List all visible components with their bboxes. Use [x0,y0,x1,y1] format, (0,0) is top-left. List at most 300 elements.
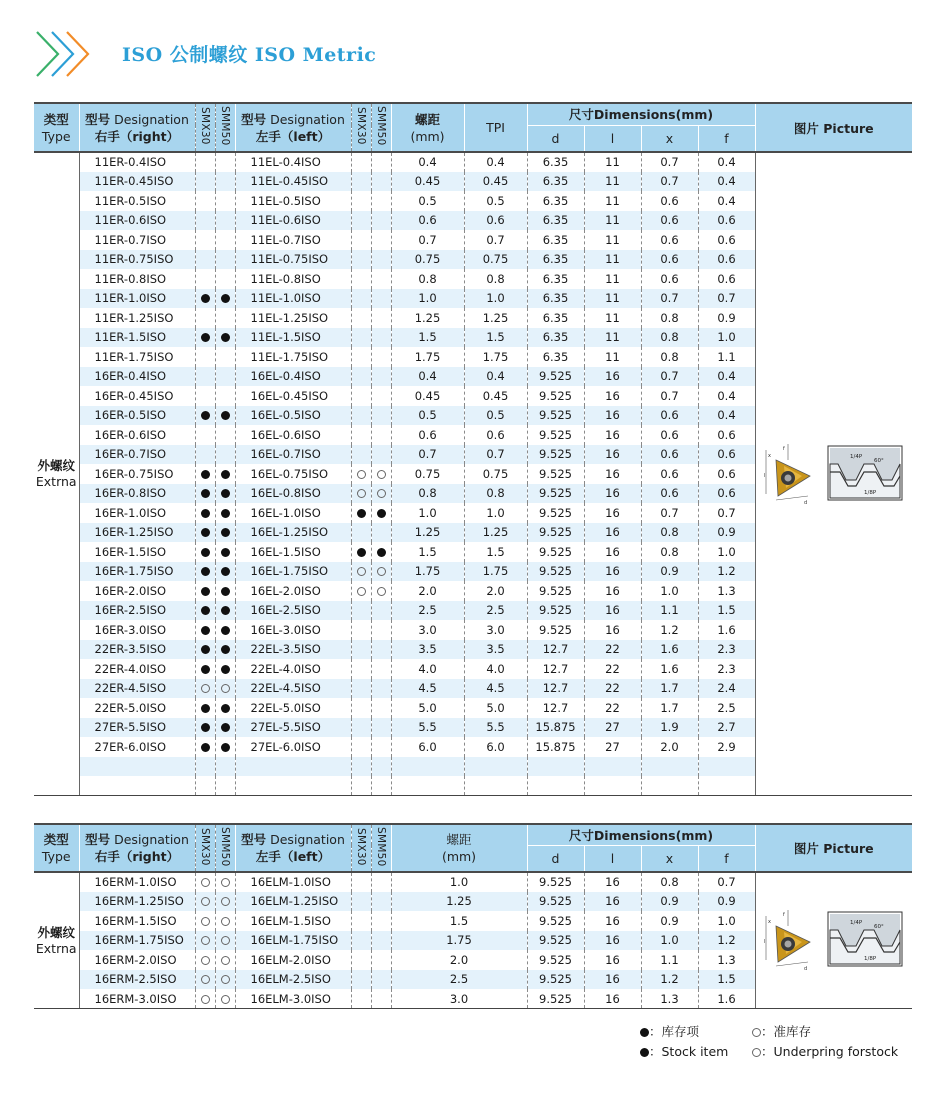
designation-right: 11ER-1.5ISO [79,328,195,348]
tpi: 0.6 [464,425,527,445]
dim-d-header-2: d [527,845,584,872]
picture-header-2: 图片 Picture [755,824,912,872]
stock-dot-icon [221,567,230,576]
smx30-right-mark [195,347,215,367]
tpi: 0.7 [464,445,527,465]
dim-d: 6.35 [527,328,584,348]
underpring-dot-icon [201,975,210,984]
dim-f: 0.7 [698,289,755,309]
smx30-left-mark [351,367,371,387]
dim-l: 11 [584,328,641,348]
smm50-right-mark [215,562,235,582]
smm50-right-mark [215,640,235,660]
designation-left: 16ELM-1.5ISO [235,911,351,931]
smm50-right-mark [215,757,235,777]
thread-insert-diagram [764,442,904,504]
smm50-left-mark [371,950,391,970]
smx30-left-header-2: SMX30 [351,824,371,872]
dim-f: 2.9 [698,737,755,757]
smx30-right-mark [195,308,215,328]
tpi: 3.0 [464,620,527,640]
dim-d [527,776,584,796]
pitch: 6.0 [391,737,464,757]
smm50-left-mark [371,737,391,757]
smx30-right-mark [195,464,215,484]
smm50-right-mark [215,386,235,406]
page-header [0,0,950,100]
svg-text:l: l [763,472,766,479]
stock-dot-icon [221,587,230,596]
designation-right: 16ERM-1.5ISO [94,913,177,928]
designation-left: 16EL-1.25ISO [235,523,351,543]
thread-insert-diagram [764,908,904,970]
pitch: 0.4 [391,152,464,172]
pitch-header-2: 螺距 (mm) [391,824,527,872]
dim-f: 0.9 [698,892,755,912]
smx30-right-mark [195,698,215,718]
underpring-dot-icon [221,975,230,984]
dim-x: 1.7 [641,679,698,699]
dim-f-header: f [698,125,755,152]
dim-l: 16 [584,367,641,387]
designation-right: 16ERM-1.75ISO [79,931,195,951]
dim-x: 0.8 [641,308,698,328]
dim-l: 27 [584,737,641,757]
tpi: 0.6 [464,211,527,231]
dim-x: 0.7 [641,503,698,523]
smm50-left-mark [371,406,391,426]
underpring-dot-icon [357,489,366,498]
tpi: 2.5 [464,601,527,621]
smx30-left-mark [351,289,371,309]
smx30-right-mark [195,970,215,990]
designation-right: 11ER-1.0ISO [79,289,195,309]
smx30-left-mark [351,445,371,465]
designation-left: 16EL-3.0ISO [235,620,351,640]
smm50-left-mark [371,640,391,660]
smx30-left-mark [351,581,371,601]
underpring-dot-icon [377,470,386,479]
designation-right: 11ER-0.7ISO [94,232,167,247]
smm50-right-mark [215,445,235,465]
dim-d: 9.525 [527,620,584,640]
designation-right: 11ER-0.75ISO [79,250,195,270]
dim-x-header-2: x [641,845,698,872]
smx30-left-mark [351,989,371,1009]
designation-left: 11EL-0.8ISO [235,269,351,289]
stock-dot-icon [377,548,386,557]
smx30-left-mark [351,640,371,660]
dim-d: 9.525 [527,445,584,465]
designation-right: 11ER-0.4ISO [94,155,167,170]
designation-right [79,776,195,796]
pitch: 5.5 [391,718,464,738]
dim-x: 0.8 [641,347,698,367]
designation-left: 16ELM-1.25ISO [235,892,351,912]
smm50-left-mark [371,892,391,912]
stock-dot-icon [221,411,230,420]
dim-d: 9.525 [527,464,584,484]
smm50-left-mark [371,970,391,990]
dim-f: 1.1 [698,347,755,367]
tpi: 0.8 [464,484,527,504]
tpi: 4.5 [464,679,527,699]
smx30-left-mark [351,523,371,543]
smm50-left-mark [371,776,391,796]
smm50-left-mark [371,562,391,582]
designation-left [235,757,351,777]
pitch: 1.0 [391,503,464,523]
tpi: 1.5 [464,542,527,562]
smm50-left-mark [371,484,391,504]
smm50-left-mark [371,425,391,445]
dim-x: 1.0 [641,581,698,601]
dim-d-header: d [527,125,584,152]
dim-d: 6.35 [527,152,584,172]
smm50-right-mark [215,328,235,348]
designation-right: 27ER-5.5ISO [79,718,195,738]
underpring-dot-icon [221,956,230,965]
underpring-dot-icon [357,470,366,479]
dim-l: 16 [584,445,641,465]
designation-left: 16EL-0.75ISO [235,464,351,484]
dim-l: 11 [584,347,641,367]
dim-l: 27 [584,718,641,738]
iso-metric-table-2 [34,823,912,1009]
designation-right: 16ERM-3.0ISO [79,989,195,1009]
dim-x: 1.2 [641,970,698,990]
dim-x: 0.6 [641,484,698,504]
table-row [34,152,912,172]
tpi: 1.0 [464,503,527,523]
dim-x: 1.7 [641,698,698,718]
pitch: 0.75 [391,250,464,270]
smx30-right-mark [195,892,215,912]
dim-f: 0.4 [698,386,755,406]
dim-f-header-2: f [698,845,755,872]
smx30-left-mark [351,464,371,484]
smm50-left-mark [371,989,391,1009]
picture-header: 图片 Picture [755,103,912,152]
stock-dot-icon [201,587,210,596]
smm50-left-mark [371,289,391,309]
stock-dot-icon [221,489,230,498]
smm50-right-mark [215,172,235,192]
dim-d: 9.525 [527,425,584,445]
pitch: 0.5 [391,191,464,211]
smx30-right-mark [195,367,215,387]
dim-f: 0.4 [698,152,755,172]
pitch: 5.0 [391,698,464,718]
dim-f: 1.6 [698,989,755,1009]
smm50-left-mark [371,659,391,679]
smm50-left-mark [371,464,391,484]
dim-d: 6.35 [527,191,584,211]
pitch: 2.0 [391,581,464,601]
tpi: 1.0 [464,289,527,309]
designation-left: 16EL-2.0ISO [235,581,351,601]
dim-d: 6.35 [527,230,584,250]
tpi: 0.4 [464,367,527,387]
dim-f: 1.5 [698,601,755,621]
smx30-right-mark [195,484,215,504]
designation-left: 16ELM-2.0ISO [235,950,351,970]
tpi: 0.5 [464,191,527,211]
stock-dot-icon [201,333,210,342]
dim-f: 1.3 [698,581,755,601]
dim-f: 0.6 [698,269,755,289]
stock-dot-icon [201,626,210,635]
smm50-right-mark [215,503,235,523]
stock-dot-icon [221,509,230,518]
dim-f: 1.3 [698,950,755,970]
pitch: 1.75 [391,562,464,582]
smm50-right-mark [215,425,235,445]
dim-x: 0.7 [641,289,698,309]
designation-left: 22EL-4.5ISO [235,679,351,699]
smm50-left-mark [371,872,391,892]
pitch: 0.8 [391,269,464,289]
pitch: 0.75 [391,464,464,484]
dim-f: 2.3 [698,659,755,679]
stock-dot-icon [221,294,230,303]
dim-l: 16 [584,989,641,1009]
tpi: 0.8 [464,269,527,289]
dim-d: 9.525 [527,523,584,543]
smm50-right-mark [215,464,235,484]
dim-l: 16 [584,386,641,406]
pitch: 2.5 [391,970,527,990]
svg-text:1/4P: 1/4P [849,453,862,460]
tpi: 1.75 [464,347,527,367]
pitch: 3.0 [391,989,527,1009]
dim-l: 16 [584,406,641,426]
designation-left: 16ELM-1.0ISO [235,872,351,892]
dim-l [584,757,641,777]
underpring-dot-icon [221,936,230,945]
designation-left: 11EL-0.75ISO [235,250,351,270]
dim-x: 1.6 [641,640,698,660]
dim-x: 0.6 [641,191,698,211]
svg-text:l: l [763,939,766,945]
smx30-header-2: SMX30 [195,824,215,872]
tpi: 5.5 [464,718,527,738]
pitch: 3.5 [391,640,464,660]
stock-dot-icon [201,665,210,674]
smm50-right-mark [215,308,235,328]
smx30-right-mark [195,931,215,951]
dim-l: 22 [584,659,641,679]
dim-d: 6.35 [527,211,584,231]
designation-right: 16ER-0.8ISO [79,484,195,504]
dim-f: 2.3 [698,640,755,660]
dim-l: 16 [584,872,641,892]
svg-text:1/8P: 1/8P [863,956,876,962]
dim-f: 1.0 [698,911,755,931]
smx30-right-mark [195,872,215,892]
dim-d: 12.7 [527,698,584,718]
smm50-left-mark [371,230,391,250]
smm50-right-mark [215,347,235,367]
designation-right: 16ER-1.25ISO [79,523,195,543]
smx30-left-mark [351,386,371,406]
pitch: 2.5 [391,601,464,621]
designation-left: 11EL-1.25ISO [235,308,351,328]
smx30-left-mark [351,503,371,523]
smm50-left-mark [371,308,391,328]
tpi: 0.4 [464,152,527,172]
pitch: 4.5 [391,679,464,699]
stock-dot-icon [201,567,210,576]
dim-d: 9.525 [527,503,584,523]
stock-dot-icon [221,743,230,752]
smx30-right-mark [195,601,215,621]
dim-l-header-2: l [584,845,641,872]
designation-left [235,776,351,796]
dim-x: 0.6 [641,406,698,426]
dim-d [527,757,584,777]
smm50-left-mark [371,269,391,289]
designation-left: 11EL-1.5ISO [235,328,351,348]
underpring-dot-icon [221,897,230,906]
pitch-header: 螺距 (mm) [391,103,464,152]
tpi: 3.5 [464,640,527,660]
dim-l: 16 [584,425,641,445]
underpring-dot-icon [201,917,210,926]
designation-right: 11ER-1.25ISO [94,310,174,325]
dim-f: 0.7 [698,503,755,523]
designation-right: 22ER-5.0ISO [94,700,167,715]
dim-l: 22 [584,640,641,660]
smm50-right-mark [215,970,235,990]
designation-right: 11ER-0.6ISO [79,211,195,231]
dim-f: 2.7 [698,718,755,738]
svg-text:x: x [767,919,771,925]
designation-right: 16ER-0.7ISO [79,445,195,465]
designation-right: 16ER-2.5ISO [79,601,195,621]
pitch: 1.25 [391,892,527,912]
pitch: 0.6 [391,425,464,445]
designation-left: 16EL-0.45ISO [235,386,351,406]
svg-text:1/4P: 1/4P [849,920,862,926]
dim-f: 0.9 [698,523,755,543]
designation-right: 16ERM-2.0ISO [94,952,177,967]
dim-l-header: l [584,125,641,152]
dim-f: 0.4 [698,172,755,192]
stock-dot-icon [201,509,210,518]
smx30-left-mark [351,757,371,777]
smx30-left-mark [351,931,371,951]
tpi: 1.5 [464,328,527,348]
underpring-dot-icon [377,489,386,498]
svg-text:f: f [782,445,785,452]
dim-d: 6.35 [527,308,584,328]
dim-x [641,757,698,777]
dim-f: 2.5 [698,698,755,718]
dim-f: 1.2 [698,931,755,951]
dim-x: 0.9 [641,911,698,931]
designation-right: 11ER-0.5ISO [94,193,167,208]
smx30-right-mark [195,562,215,582]
smm50-header: SMM50 [215,103,235,152]
smx30-left-mark [351,211,371,231]
designation-right: 22ER-4.5ISO [79,679,195,699]
stock-dot-icon [201,704,210,713]
designation-right: 16ER-2.0ISO [94,583,167,598]
stock-dot-icon [201,606,210,615]
dim-f: 0.6 [698,464,755,484]
designation-left: 16EL-0.5ISO [235,406,351,426]
pitch: 0.7 [391,445,464,465]
stock-dot-icon [221,645,230,654]
designation-left: 11EL-1.75ISO [235,347,351,367]
dim-f: 0.6 [698,250,755,270]
dim-d: 9.525 [527,601,584,621]
smm50-right-mark [215,601,235,621]
dim-x: 0.6 [641,445,698,465]
smm50-right-mark [215,659,235,679]
pitch: 0.45 [391,172,464,192]
smx30-left-mark [351,659,371,679]
designation-right-header-2: 型号 Designation 右手（right） [79,824,195,872]
dim-f: 1.0 [698,328,755,348]
dim-d: 6.35 [527,250,584,270]
pitch: 1.5 [391,542,464,562]
legend-quasi-cn: ：准库存 [752,1022,811,1040]
stock-dot-icon [221,528,230,537]
stock-dot-icon [201,548,210,557]
smx30-left-mark [351,718,371,738]
designation-right: 11ER-0.45ISO [79,172,195,192]
stock-dot-icon [377,509,386,518]
smm50-left-mark [371,698,391,718]
designation-right: 11ER-0.8ISO [94,271,167,286]
underpring-dot-icon [377,567,386,576]
dim-x: 0.6 [641,230,698,250]
underpring-dot-icon [377,587,386,596]
smm50-right-mark [215,737,235,757]
smm50-left-mark [371,757,391,777]
designation-left: 11EL-0.5ISO [235,191,351,211]
dim-x: 0.8 [641,542,698,562]
tpi: 4.0 [464,659,527,679]
smx30-header: SMX30 [195,103,215,152]
smm50-header-2: SMM50 [215,824,235,872]
dim-x: 0.9 [641,562,698,582]
stock-dot-icon [221,665,230,674]
stock-dot-icon [201,411,210,420]
tpi [464,757,527,777]
designation-left: 16ELM-2.5ISO [235,970,351,990]
designation-right: 11ER-1.75ISO [94,349,174,364]
type-header-2: 类型 Type [34,824,79,872]
smx30-right-mark [195,386,215,406]
dim-f: 0.4 [698,367,755,387]
smm50-left-mark [371,620,391,640]
dim-l: 16 [584,503,641,523]
smm50-right-mark [215,152,235,172]
tpi: 5.0 [464,698,527,718]
dim-l: 11 [584,172,641,192]
smx30-right-mark [195,191,215,211]
smm50-right-mark [215,679,235,699]
tpi: 1.25 [464,308,527,328]
designation-left: 22EL-3.5ISO [235,640,351,660]
svg-text:1/8P: 1/8P [863,489,876,496]
smm50-right-mark [215,581,235,601]
dim-f: 1.5 [698,970,755,990]
designation-left: 11EL-1.0ISO [235,289,351,309]
